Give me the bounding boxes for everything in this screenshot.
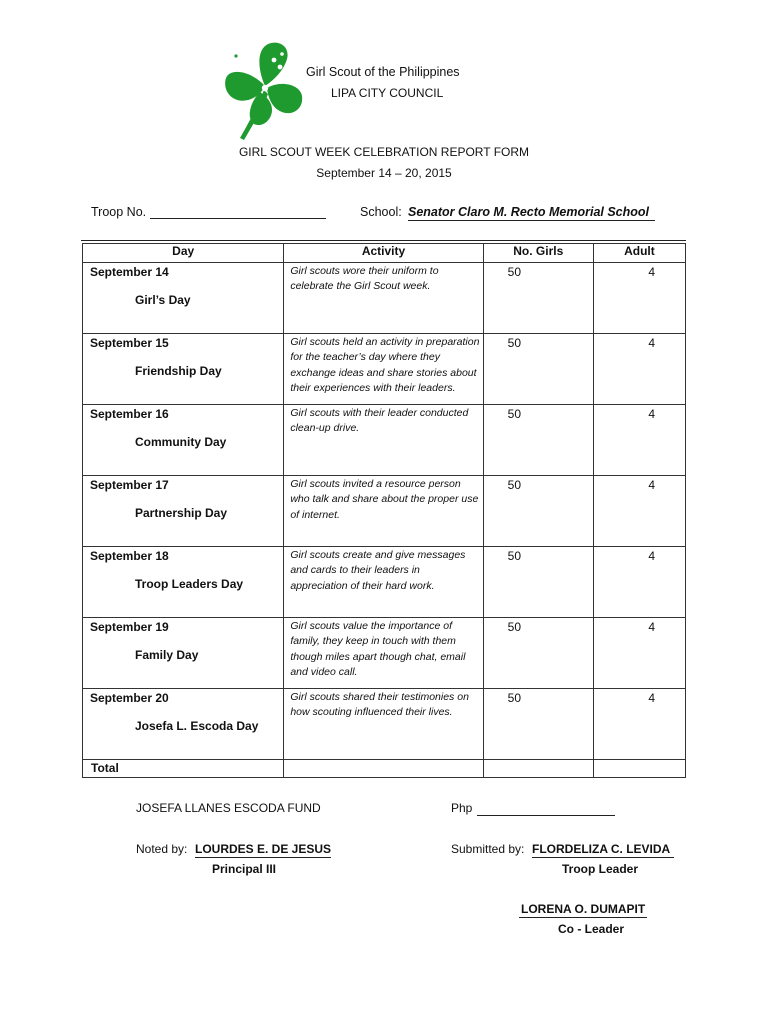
adult-cell — [593, 689, 685, 760]
day-cell — [83, 334, 284, 405]
girls-cell — [483, 405, 593, 476]
adult-count: 4 — [648, 265, 655, 279]
form-title: GIRL SCOUT WEEK CELEBRATION REPORT FORM — [238, 145, 530, 159]
day-cell — [83, 547, 284, 618]
divider — [81, 240, 686, 241]
table-row — [83, 334, 686, 405]
day-cell — [83, 618, 284, 689]
activity-cell — [284, 618, 483, 689]
adult-cell — [593, 618, 685, 689]
noted-by-title: Principal III — [212, 862, 277, 876]
noted-by-label: Noted by: — [136, 842, 188, 856]
trefoil-logo-icon — [220, 40, 306, 148]
activity-cell — [284, 547, 483, 618]
adult-count: 4 — [648, 549, 655, 563]
noted-by-name: LOURDES E. DE JESUS — [195, 842, 332, 856]
header-day: Day — [83, 244, 284, 263]
day-cell — [83, 476, 284, 547]
girls-count: 50 — [507, 265, 522, 279]
activity-text: Girl scouts wore their uniform to celebrate the Girl Scout week. — [290, 265, 439, 293]
activity-cell — [284, 476, 483, 547]
php-field[interactable] — [477, 815, 615, 816]
adult-cell — [593, 476, 685, 547]
troop-label: Troop No. — [91, 205, 147, 219]
adult-cell — [593, 263, 685, 334]
header-activity: Activity — [284, 244, 483, 263]
day-name: Troop Leaders Day — [135, 577, 244, 591]
day-date: September 18 — [90, 549, 169, 563]
girls-cell — [483, 689, 593, 760]
activity-text: Girl scouts invited a resource person who talk and share about the proper use of internet. — [290, 478, 479, 521]
day-date: September 15 — [90, 336, 169, 350]
org-name: Girl Scout of the Philippines — [306, 65, 460, 79]
activity-cell — [284, 405, 483, 476]
table-row — [83, 263, 686, 334]
adult-cell — [593, 334, 685, 405]
day-name: Josefa L. Escoda Day — [135, 719, 259, 733]
girls-cell — [483, 263, 593, 334]
girls-count: 50 — [507, 620, 522, 634]
girls-count: 50 — [507, 691, 522, 705]
submitted-by-name: FLORDELIZA C. LEVIDA — [532, 842, 674, 858]
table-row — [83, 476, 686, 547]
adult-cell — [593, 405, 685, 476]
table-row — [83, 689, 686, 760]
girls-cell — [483, 476, 593, 547]
school-value: Senator Claro M. Recto Memorial School — [408, 205, 655, 221]
girls-cell — [483, 547, 593, 618]
girls-count: 50 — [507, 478, 522, 492]
table-row — [83, 547, 686, 618]
fund-label: JOSEFA LLANES ESCODA FUND — [136, 801, 321, 815]
day-date: September 14 — [90, 265, 169, 279]
girls-cell — [483, 618, 593, 689]
council-name: LIPA CITY COUNCIL — [331, 86, 444, 100]
activity-text: Girl scouts held an activity in preparation for the teacher’s day where they exchange ideas and share stories about their experiences with their leaders. — [290, 336, 480, 394]
co-leader-title: Co - Leader — [558, 922, 625, 936]
day-cell — [83, 689, 284, 760]
activity-text: Girl scouts with their leader conducted clean-up drive. — [290, 407, 469, 435]
table-header-row — [83, 244, 686, 263]
activity-cell — [284, 689, 483, 760]
adult-count: 4 — [648, 691, 655, 705]
day-cell — [83, 263, 284, 334]
total-row — [83, 760, 686, 778]
girls-cell — [483, 334, 593, 405]
total-label: Total — [91, 761, 119, 775]
school-label: School: — [360, 205, 402, 219]
day-date: September 20 — [90, 691, 169, 705]
adult-cell — [593, 547, 685, 618]
total-activity-cell[interactable] — [284, 760, 483, 778]
activity-cell — [284, 334, 483, 405]
day-name: Community Day — [135, 435, 227, 449]
activity-text: Girl scouts shared their testimonies on how scouting influenced their lives. — [290, 691, 469, 719]
day-date: September 17 — [90, 478, 169, 492]
php-label: Php — [451, 801, 473, 815]
total-adult-cell[interactable] — [593, 760, 685, 778]
report-table — [82, 243, 686, 778]
day-name: Family Day — [135, 648, 199, 662]
day-name: Partnership Day — [135, 506, 228, 520]
activity-text: Girl scouts value the importance of family, they keep in touch with them though miles apart though chat, email and video call. — [290, 620, 466, 678]
total-label-cell — [83, 760, 284, 778]
header-girls: No. Girls — [483, 244, 593, 263]
adult-count: 4 — [648, 407, 655, 421]
adult-count: 4 — [648, 336, 655, 350]
day-name: Friendship Day — [135, 364, 222, 378]
adult-count: 4 — [648, 478, 655, 492]
activity-text: Girl scouts create and give messages and cards to their leaders in appreciation of their hard work. — [290, 549, 466, 592]
girls-count: 50 — [507, 407, 522, 421]
day-cell — [83, 405, 284, 476]
total-girls-cell[interactable] — [483, 760, 593, 778]
activity-cell — [284, 263, 483, 334]
troop-field[interactable] — [150, 218, 326, 219]
form-dates: September 14 – 20, 2015 — [316, 166, 452, 180]
adult-count: 4 — [648, 620, 655, 634]
day-name: Girl’s Day — [135, 293, 191, 307]
co-leader-name: LORENA O. DUMAPIT — [521, 902, 646, 916]
day-date: September 19 — [90, 620, 169, 634]
header-adult: Adult — [593, 244, 685, 263]
girls-count: 50 — [507, 549, 522, 563]
girls-count: 50 — [507, 336, 522, 350]
table-row — [83, 405, 686, 476]
table-row — [83, 618, 686, 689]
day-date: September 16 — [90, 407, 169, 421]
submitted-by-label: Submitted by: — [451, 842, 525, 856]
submitted-by-title: Troop Leader — [562, 862, 639, 876]
